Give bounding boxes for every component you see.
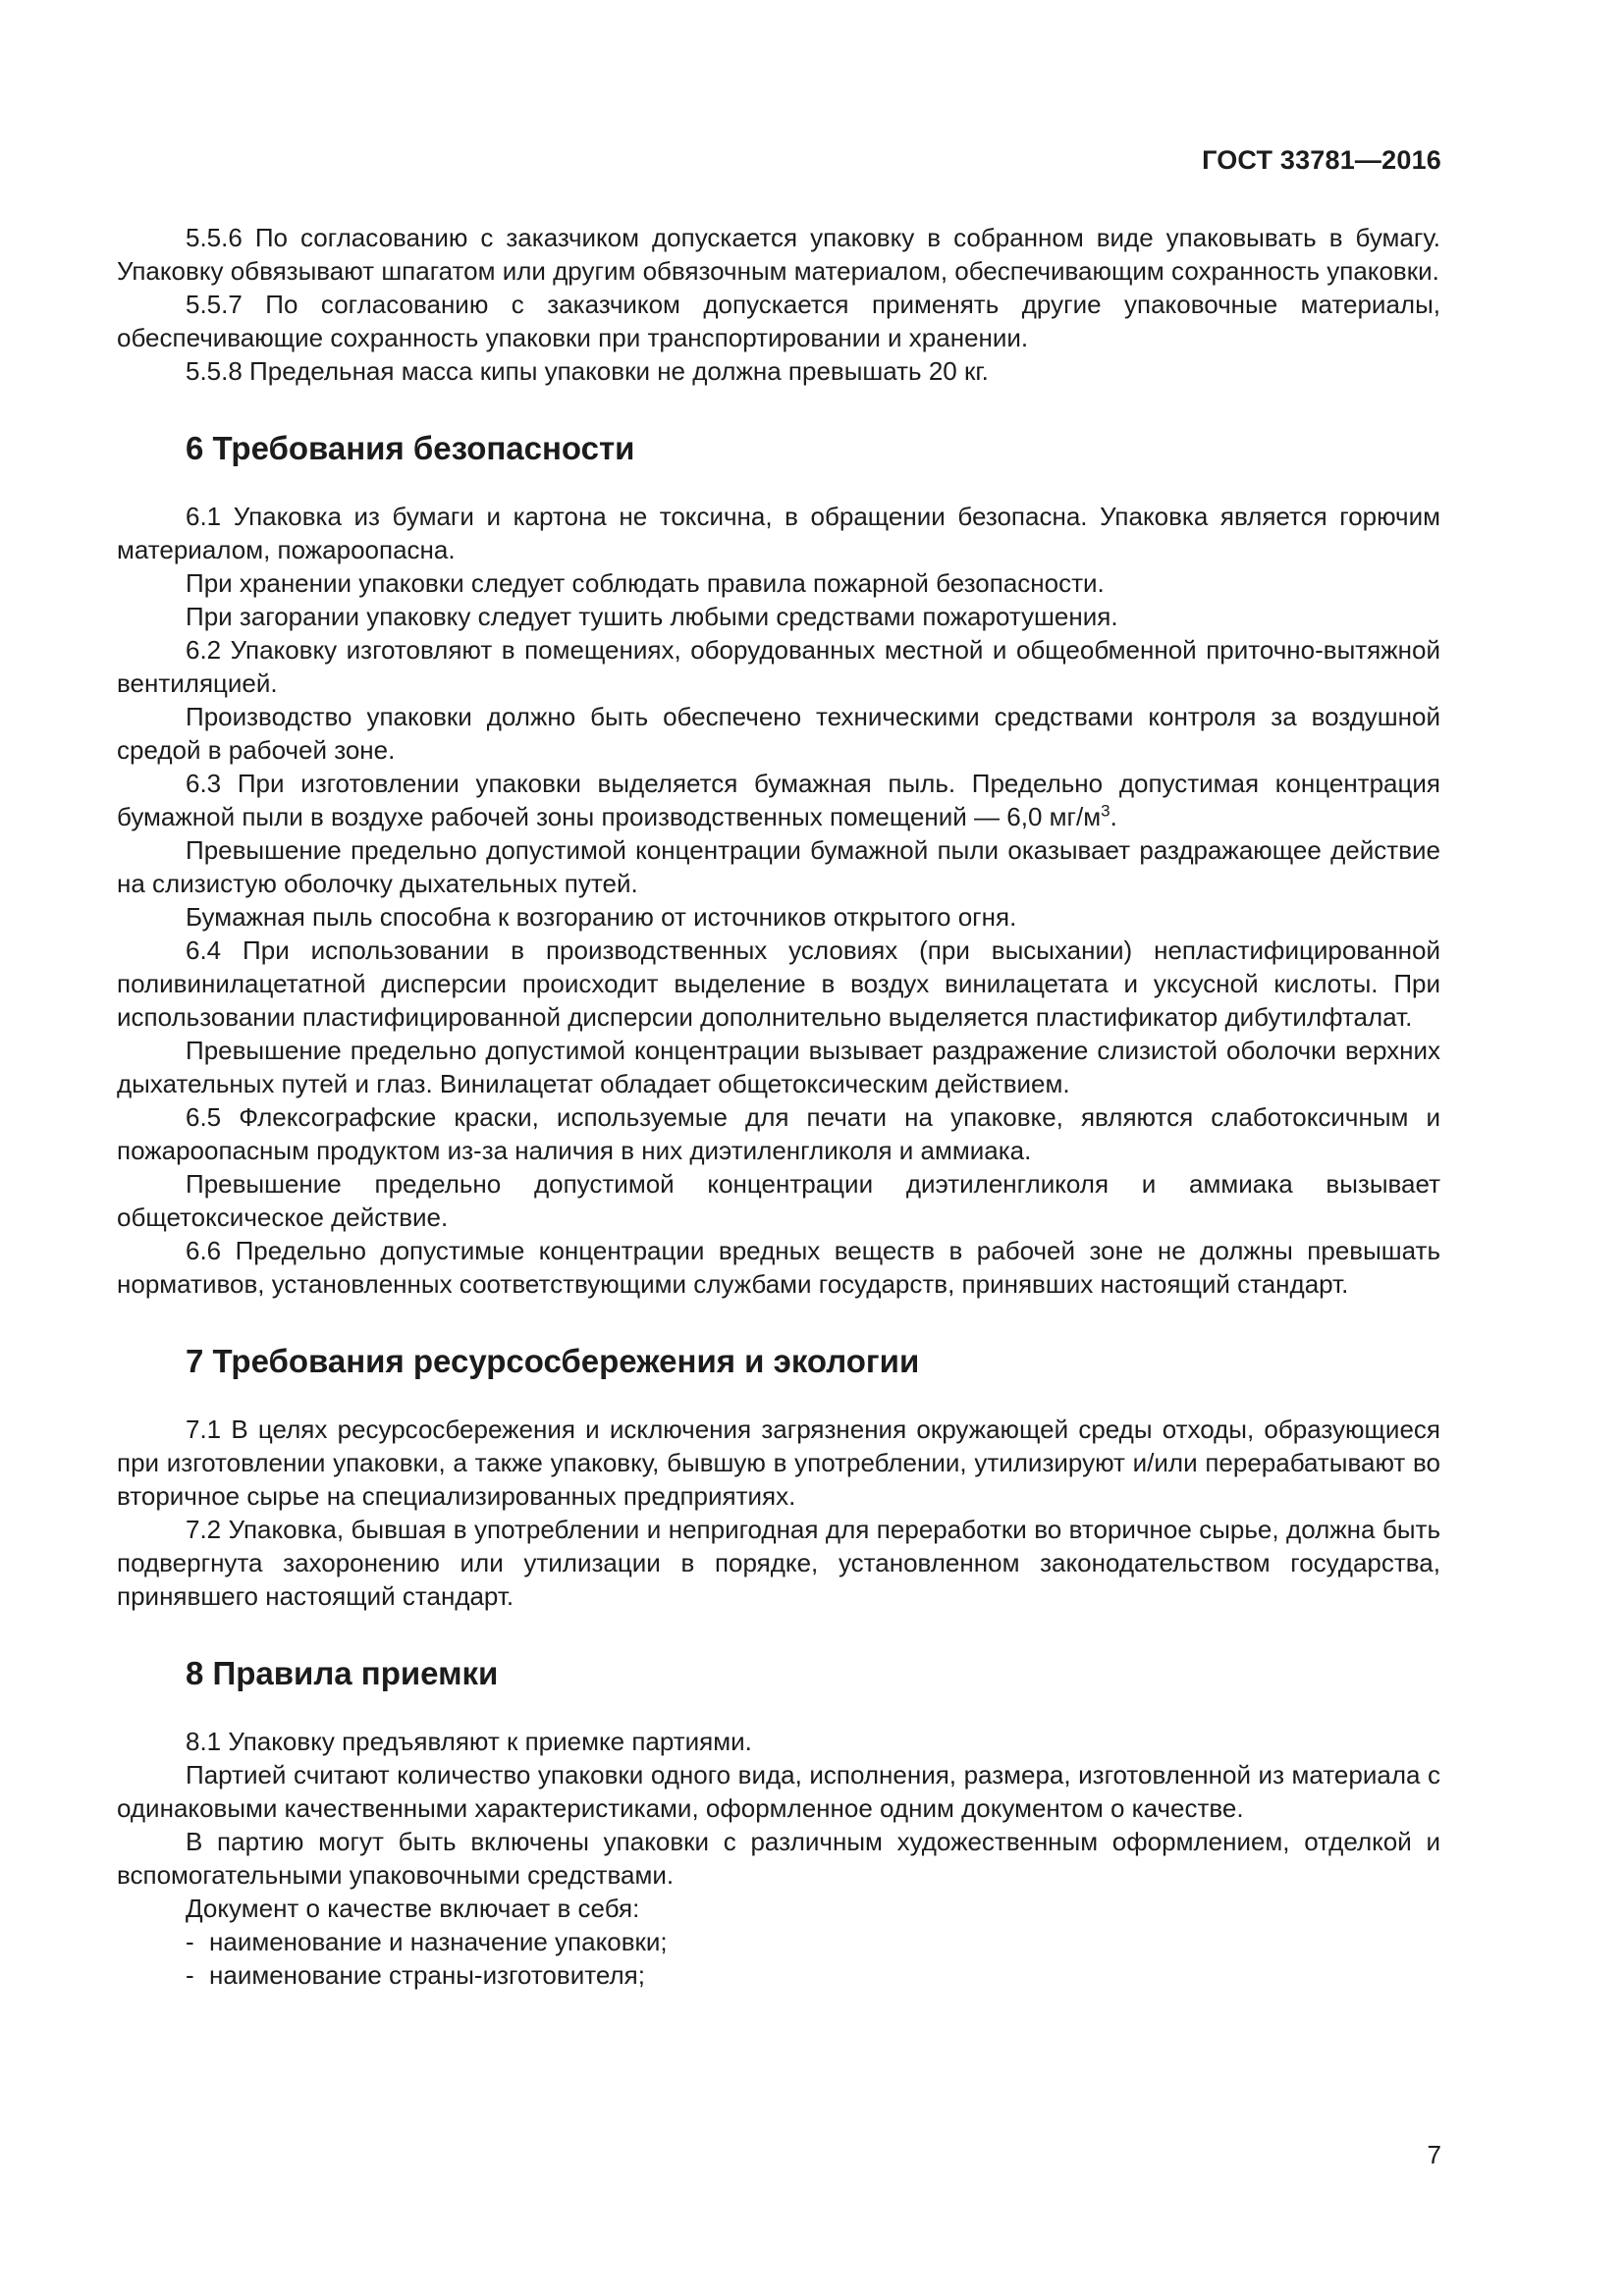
paragraph-6-3-end: . [1110, 802, 1117, 831]
quality-doc-list [117, 1925, 1440, 1992]
paragraph-8-1-batch: Партией считают количество упаковки одного вида, исполнения, размера, изготовленной из материала с одинаковыми качественными характеристиками, оформленное одним документом о качестве. [117, 1760, 1440, 1823]
paragraph-8-1-inclusion: В партию могут быть включены упаковки с различным художественным оформлением, отделкой и вспомогательными упаковочными средствами. [117, 1827, 1440, 1890]
paragraph-5-5-8: 5.5.8 Предельная масса кипы упаковки не должна превышать 20 кг. [186, 356, 989, 386]
paragraph-8-1-quality-doc: Документ о качестве включает в себя: [186, 1894, 640, 1923]
paragraph-6-1: 6.1 Упаковка из бумаги и картона не токсична, в обращении безопасна. Упаковка является горючим материалом, пожароопасна. [117, 502, 1440, 564]
paragraph-6-3 [117, 767, 1440, 833]
list-dash: - [186, 1927, 194, 1956]
paragraph-7-1: 7.1 В целях ресурсосбережения и исключения загрязнения окружающей среды отходы, образующиеся при изготовлении упаковки, а также упаковку, бывшую в употреблении, утилизируют и/или перерабатывают во вторичное сырье на специализированных предприятиях. [117, 1415, 1440, 1511]
paragraph-6-2-control: Производство упаковки должно быть обеспечено техническими средствами контроля за воздушной средой в рабочей зоне. [117, 702, 1440, 765]
paragraph-6-4-excess: Превышение предельно допустимой концентрации вызывает раздражение слизистой оболочки верхних дыхательных путей и глаз. Винилацетат обладает общетоксическим действием. [117, 1036, 1440, 1098]
paragraph-5-5-6: 5.5.6 По согласованию с заказчиком допускается упаковку в собранном виде упаковывать в бумагу. Упаковку обвязывают шпагатом или другим обвязочным материалом, обеспечивающим сохранность упаковки. [117, 223, 1440, 286]
paragraph-7-2: 7.2 Упаковка, бывшая в употреблении и непригодная для переработки во вторичное сырье, должна быть подвергнута захоронению или утилизации в порядке, установленном законодательством государства, принявшего настоящий стандарт. [117, 1515, 1440, 1611]
page-number: 7 [1427, 2140, 1441, 2169]
paragraph-6-1-fire: При загорании упаковку следует тушить любыми средствами пожаротушения. [186, 602, 1118, 631]
document-code: ГОСТ 33781—2016 [1202, 145, 1441, 175]
list-item-text: наименование и назначение упаковки; [209, 1927, 668, 1956]
paragraph-6-1-storage: При хранении упаковки следует соблюдать правила пожарной безопасности. [186, 568, 1105, 598]
list-dash: - [186, 1960, 194, 1990]
paragraph-6-5: 6.5 Флексографские краски, используемые для печати на упаковке, являются слаботоксичным и пожароопасным продуктом из-за наличия в них диэтиленгликоля и аммиака. [117, 1102, 1440, 1165]
paragraph-6-3-excess: Превышение предельно допустимой концентрации бумажной пыли оказывает раздражающее действие на слизистую оболочку дыхательных путей. [117, 835, 1440, 898]
superscript-3: 3 [1101, 801, 1110, 821]
document-body [117, 221, 1440, 1992]
paragraph-6-5-excess: Превышение предельно допустимой концентрации диэтиленгликоля и аммиака вызывает общетоксическое действие. [117, 1169, 1440, 1232]
paragraph-6-2: 6.2 Упаковку изготовляют в помещениях, оборудованных местной и общеобменной приточно-вытяжной вентиляцией. [117, 635, 1440, 698]
paragraph-6-3-text: 6.3 При изготовлении упаковки выделяется бумажная пыль. Предельно допустимая концентрация бумажной пыли в воздухе рабочей зоны производственных помещений — 6,0 мг/м [117, 769, 1440, 831]
section-6-heading: 6 Требования безопасности [186, 430, 635, 466]
list-item [186, 1925, 1440, 1958]
list-item-text: наименование страны-изготовителя; [209, 1960, 645, 1990]
paragraph-6-3-ignition: Бумажная пыль способна к возгоранию от источников открытого огня. [186, 902, 1017, 932]
paragraph-6-6: 6.6 Предельно допустимые концентрации вредных веществ в рабочей зоне не должны превышать нормативов, установленных соответствующими службами государств, принявших настоящий стандарт. [117, 1236, 1440, 1299]
paragraph-8-1: 8.1 Упаковку предъявляют к приемке партиями. [186, 1727, 752, 1756]
paragraph-6-4: 6.4 При использовании в производственных условиях (при высыхании) непластифицированной поливинилацетатной дисперсии происходит выделение в воздух винилацетата и уксусной кислоты. При использовании пластифицированной дисперсии дополнительно выделяется пластификатор дибутилфталат. [117, 935, 1440, 1032]
section-7-heading: 7 Требования ресурсосбережения и экологии [186, 1343, 920, 1379]
section-8-heading: 8 Правила приемки [186, 1655, 499, 1691]
paragraph-5-5-7: 5.5.7 По согласованию с заказчиком допускается применять другие упаковочные материалы, обеспечивающие сохранность упаковки при транспортировании и хранении. [117, 290, 1440, 352]
list-item [186, 1958, 1440, 1992]
